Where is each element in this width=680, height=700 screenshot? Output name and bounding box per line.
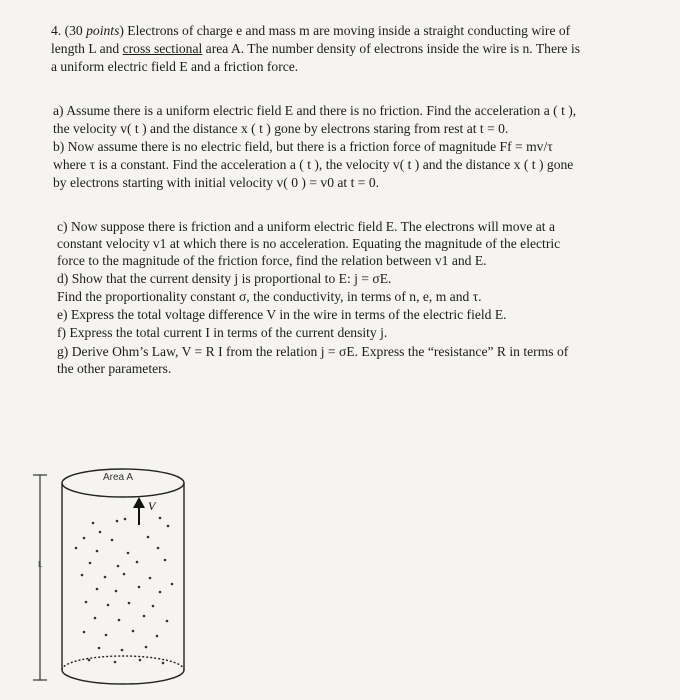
area-label: Area A: [103, 472, 134, 483]
part-b-line-3: by electrons starting with initial velocity v( 0 ) = v0 at t = 0.: [53, 175, 380, 190]
cylinder: [62, 469, 184, 684]
part-e-line: e) Express the total voltage difference V in the wire in terms of the electric field E.: [57, 307, 507, 322]
part-g-line-2: the other parameters.: [57, 361, 172, 376]
part-f-line: f) Express the total current I in terms of the current density j.: [57, 325, 388, 340]
part-c-line-3: force to the magnitude of the friction force, find the relation between v1 and E.: [57, 253, 487, 268]
length-marker: [33, 475, 47, 680]
part-d-line-2: Find the proportionality constant σ, the conductivity, in terms of n, e, m and τ.: [57, 289, 482, 304]
length-label: L: [38, 560, 43, 569]
problem-number: 4. (30: [51, 23, 87, 38]
part-c-line-2: constant velocity v1 at which there is no acceleration. Equating the magnitude of the electric: [57, 236, 561, 251]
points-label: points: [86, 23, 120, 38]
velocity-label: V: [148, 499, 156, 513]
intro-line-1-underlined: cross sectional: [122, 41, 203, 56]
velocity-arrow: [133, 497, 145, 525]
electron-dots: [75, 517, 174, 665]
problem-header-text: ) Electrons of charge e and mass m are moving inside a straight conducting wire of: [119, 23, 571, 38]
part-c-line-1: c) Now suppose there is friction and a uniform electric field E. The electrons will move at a: [57, 219, 556, 234]
cylinder-bottom-front: [62, 670, 184, 684]
part-d-line-1: d) Show that the current density j is proportional to E: j = σE.: [57, 271, 392, 286]
part-b-line-2: where τ is a constant. Find the acceleration a ( t ), the velocity v( t ) and the distance x ( t ) gone: [53, 157, 574, 172]
part-a-line-2: the velocity v( t ) and the distance x ( t ) gone by electrons staring from rest at t = 0.: [53, 121, 509, 136]
part-a-line-1: a) Assume there is a uniform electric field E and there is no friction. Find the acceleration a ( t ),: [53, 103, 577, 118]
part-g-line-1: g) Derive Ohm’s Law, V = R I from the relation j = σE. Express the “resistance” R in terms of: [57, 344, 569, 359]
part-b-line-1: b) Now assume there is no electric field, but there is a friction force of magnitude Ff = mv/τ: [53, 139, 553, 154]
intro-line-1-post: area A. The number density of electrons inside the wire is n. There is: [202, 41, 581, 56]
intro-line-2: a uniform electric field E and a friction force.: [51, 59, 299, 74]
intro-line-1-pre: length L and: [51, 41, 123, 56]
cylinder-bottom-back: [62, 656, 184, 670]
